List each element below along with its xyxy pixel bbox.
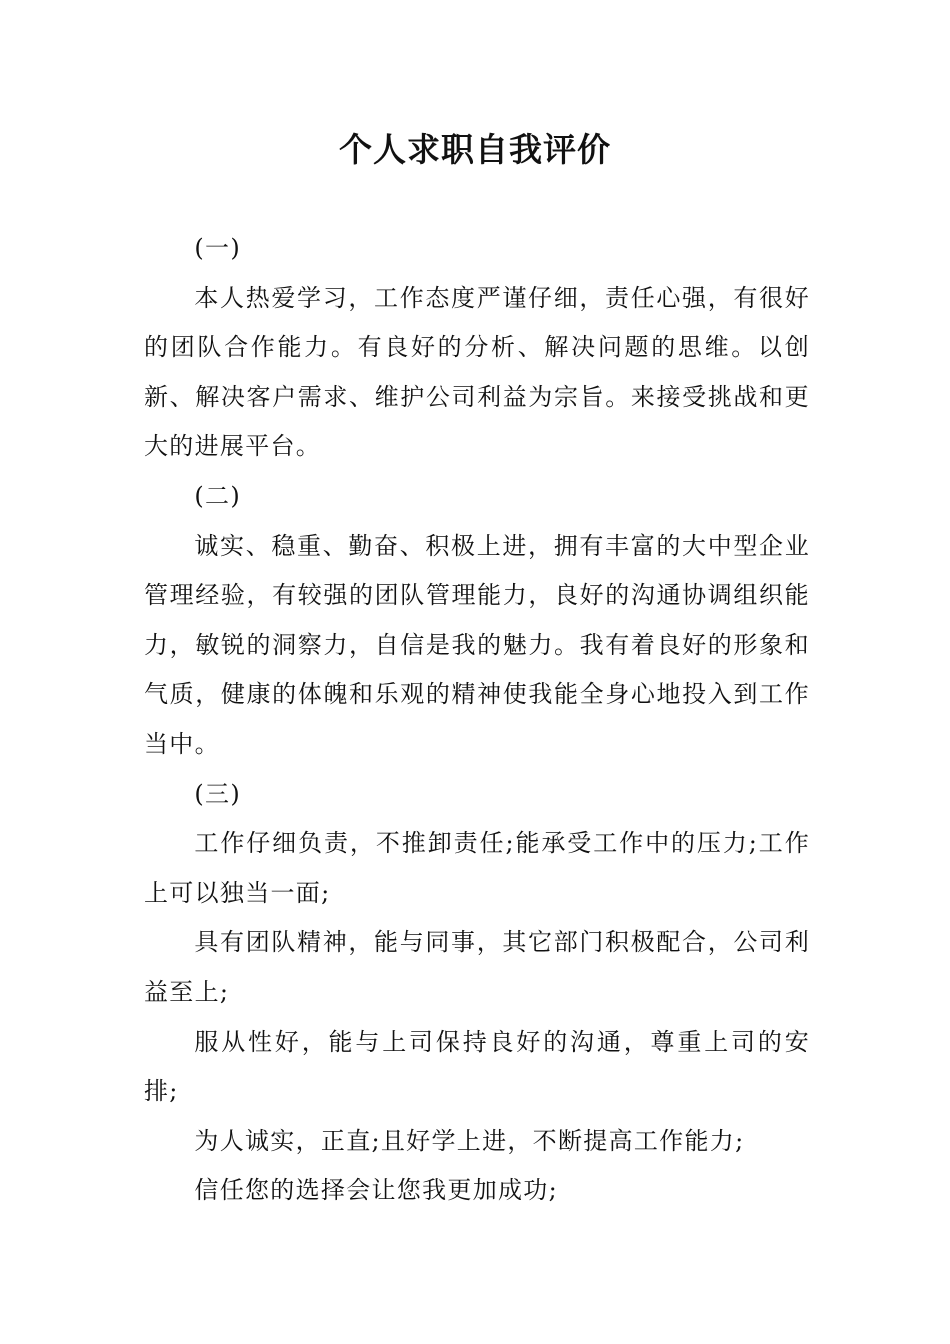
paragraph-3-item-2: 具有团队精神，能与同事，其它部门积极配合，公司利益至上; bbox=[144, 928, 810, 1006]
paragraph-3-item-3: 服从性好，能与上司保持良好的沟通，尊重上司的安排; bbox=[144, 1027, 810, 1106]
paragraph-1: 本人热爱学习，工作态度严谨仔细，责任心强，有很好的团队合作能力。有良好的分析、解决问题的思维。以创新、解决客户需求、维护公司利益为宗旨。来接受挑战和更大的进展平台。 bbox=[144, 283, 810, 461]
paragraph-2: 诚实、稳重、勤奋、积极上进，拥有丰富的大中型企业管理经验，有较强的团队管理能力，良好的沟通协调组织能力，敏锐的洞察力，自信是我的魅力。我有着良好的形象和气质，健康的体魄和乐观的精神使我能全身心地投入到工作当中。 bbox=[144, 531, 810, 758]
section-marker-2: (二) bbox=[194, 481, 242, 510]
section-marker-3: (三) bbox=[194, 779, 242, 808]
document-title: 个人求职自我评价 bbox=[339, 130, 611, 169]
section-marker-1: (一) bbox=[194, 234, 242, 262]
paragraph-3-item-1: 工作仔细负责，不推卸责任;能承受工作中的压力;工作上可以独当一面; bbox=[144, 829, 810, 907]
paragraph-3-item-4: 为人诚实，正直;且好学上进，不断提高工作能力; bbox=[194, 1126, 745, 1155]
document-body bbox=[144, 224, 810, 1216]
paragraph-3-item-5: 信任您的选择会让您我更加成功; bbox=[194, 1176, 558, 1205]
